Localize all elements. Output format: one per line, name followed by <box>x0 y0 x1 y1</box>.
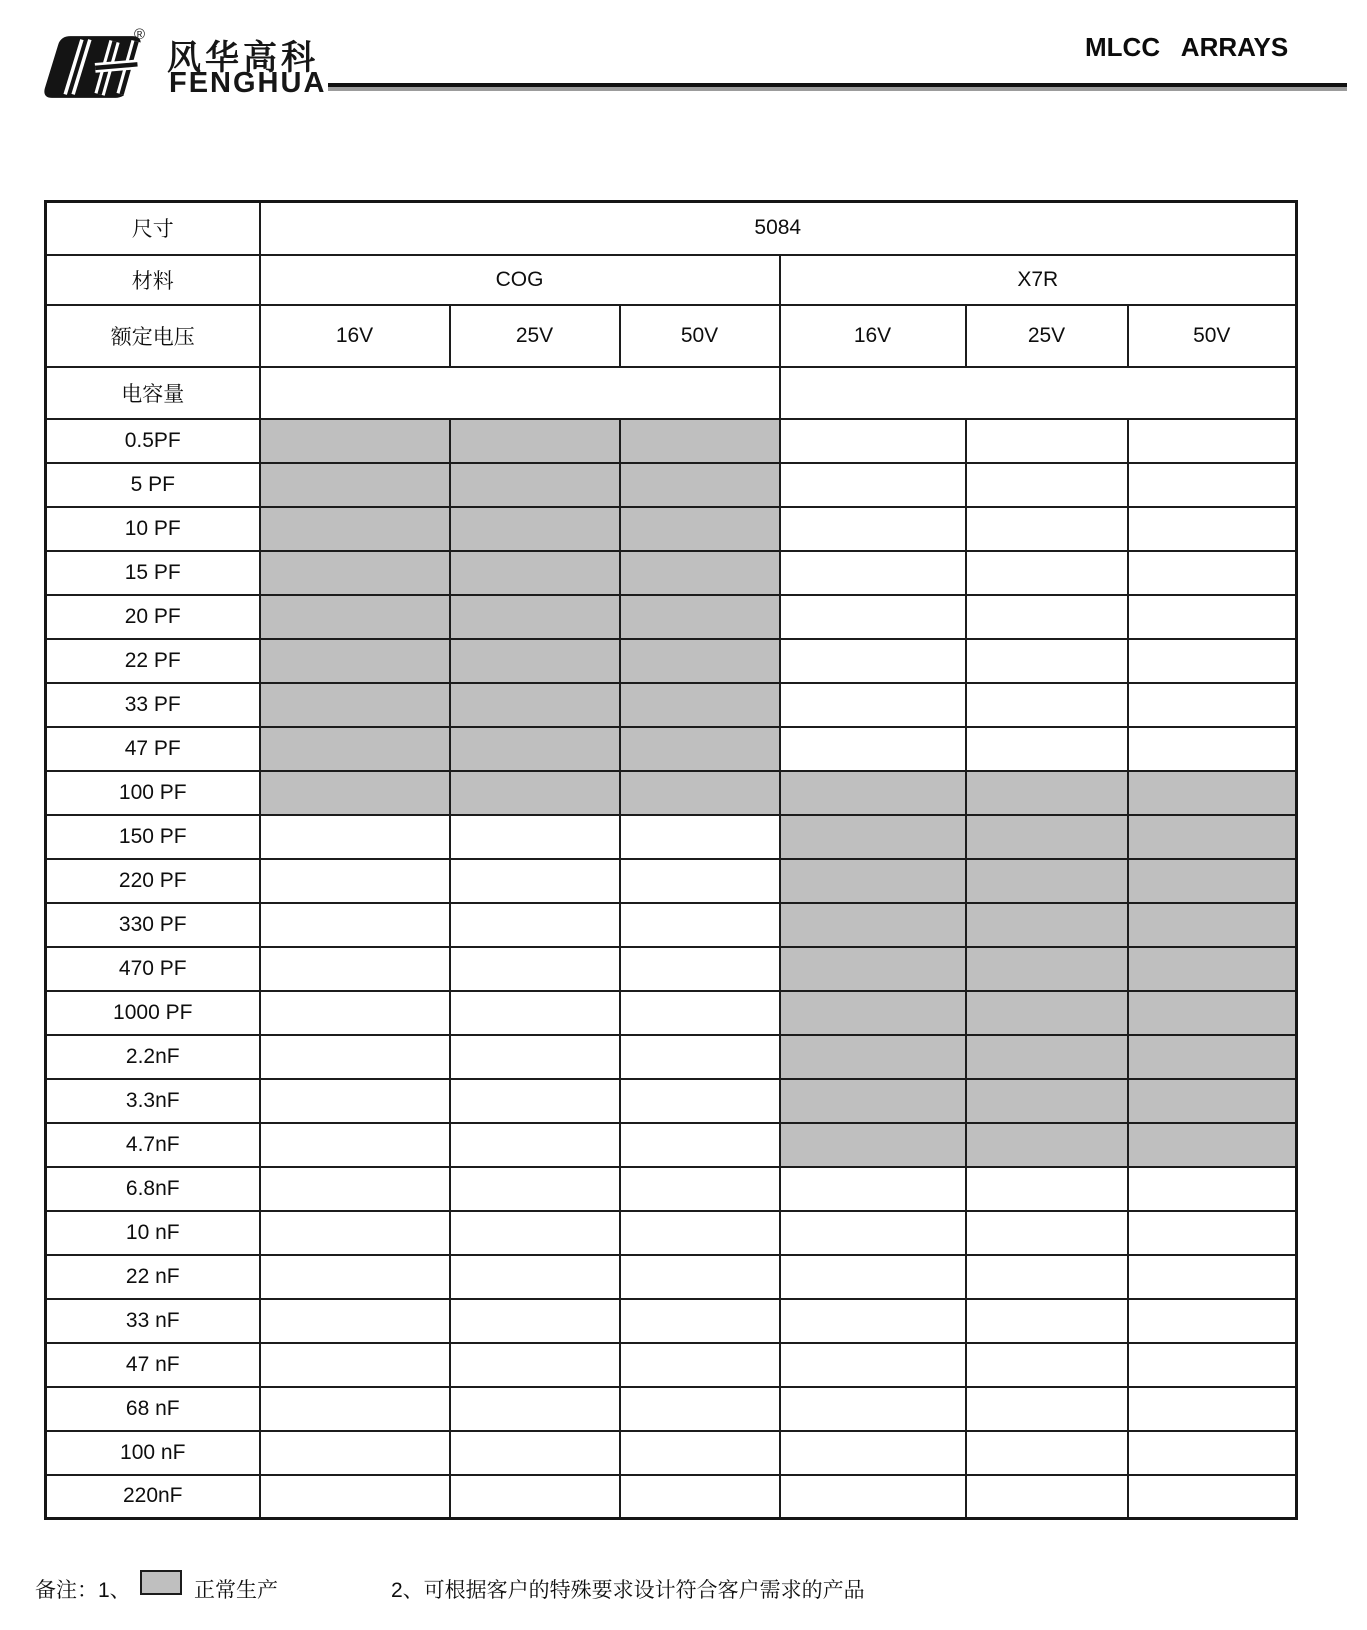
voltage-cell: 16V <box>260 305 450 367</box>
availability-cell-empty <box>620 991 780 1035</box>
availability-cell-empty <box>260 1343 450 1387</box>
voltage-cell: 50V <box>1128 305 1297 367</box>
availability-cell-empty <box>620 903 780 947</box>
availability-cell-producing <box>1128 947 1297 991</box>
availability-cell-empty <box>966 1387 1128 1431</box>
availability-cell-producing <box>260 419 450 463</box>
capacitance-row <box>46 1123 1297 1167</box>
availability-cell-producing <box>620 683 780 727</box>
availability-cell-producing <box>966 947 1128 991</box>
availability-cell-empty <box>1128 639 1297 683</box>
availability-cell-empty <box>450 947 620 991</box>
fenghua-logo-icon <box>44 34 141 100</box>
availability-cell-empty <box>780 683 966 727</box>
availability-cell-producing <box>450 551 620 595</box>
voltage-row-label: 额定电压 <box>46 305 260 367</box>
availability-cell-producing <box>1128 859 1297 903</box>
capacitance-row-label: 33 nF <box>46 1299 260 1343</box>
availability-cell-empty <box>620 1299 780 1343</box>
availability-cell-empty <box>260 1035 450 1079</box>
availability-cell-empty <box>450 1123 620 1167</box>
availability-cell-producing <box>260 551 450 595</box>
capacitance-row <box>46 1387 1297 1431</box>
availability-cell-empty <box>260 859 450 903</box>
availability-cell-producing <box>780 859 966 903</box>
availability-cell-empty <box>780 463 966 507</box>
availability-cell-empty <box>1128 683 1297 727</box>
capacitance-row-label: 1000 PF <box>46 991 260 1035</box>
availability-cell-empty <box>1128 1211 1297 1255</box>
capacitance-row-label: 100 nF <box>46 1431 260 1475</box>
availability-cell-empty <box>1128 1431 1297 1475</box>
capacitance-header-row <box>46 367 1297 419</box>
voltage-cell: 16V <box>780 305 966 367</box>
capacitance-row-label: 330 PF <box>46 903 260 947</box>
availability-cell-producing <box>966 1123 1128 1167</box>
voltage-cell: 25V <box>966 305 1128 367</box>
availability-cell-empty <box>1128 1387 1297 1431</box>
size-value-cell: 5084 <box>260 202 1297 255</box>
availability-cell-empty <box>450 859 620 903</box>
brand-name-english: FENGHUA <box>169 67 327 99</box>
availability-cell-empty <box>1128 1167 1297 1211</box>
capacitance-row <box>46 859 1297 903</box>
capacitance-row <box>46 639 1297 683</box>
availability-cell-producing <box>1128 815 1297 859</box>
availability-cell-producing <box>1128 991 1297 1035</box>
availability-cell-producing <box>620 419 780 463</box>
capacitance-row-label: 47 nF <box>46 1343 260 1387</box>
availability-cell-producing <box>966 859 1128 903</box>
availability-cell-empty <box>450 1035 620 1079</box>
capacitance-row <box>46 903 1297 947</box>
capacitance-row <box>46 1299 1297 1343</box>
availability-cell-empty <box>966 507 1128 551</box>
availability-cell-empty <box>260 1255 450 1299</box>
availability-cell-empty <box>450 1167 620 1211</box>
availability-cell-producing <box>450 771 620 815</box>
capacitance-row <box>46 771 1297 815</box>
capacitance-row <box>46 815 1297 859</box>
availability-cell-empty <box>450 1387 620 1431</box>
capacitance-row-label: 20 PF <box>46 595 260 639</box>
capacitance-row <box>46 1079 1297 1123</box>
capacitance-row-label: 2.2nF <box>46 1035 260 1079</box>
availability-cell-producing <box>1128 1123 1297 1167</box>
availability-cell-producing <box>450 419 620 463</box>
availability-cell-producing <box>780 771 966 815</box>
availability-cell-producing <box>1128 1035 1297 1079</box>
availability-cell-producing <box>260 507 450 551</box>
capacitance-row-label: 150 PF <box>46 815 260 859</box>
capacitance-row-label: 47 PF <box>46 727 260 771</box>
availability-cell-producing <box>450 463 620 507</box>
capacitance-row <box>46 1167 1297 1211</box>
capacitance-row <box>46 595 1297 639</box>
availability-cell-empty <box>1128 551 1297 595</box>
availability-cell-producing <box>450 727 620 771</box>
availability-cell-producing <box>260 683 450 727</box>
availability-cell-producing <box>780 1123 966 1167</box>
availability-cell-empty <box>966 1343 1128 1387</box>
availability-cell-empty <box>780 1167 966 1211</box>
availability-cell-empty <box>620 1387 780 1431</box>
availability-cell-empty <box>1128 507 1297 551</box>
capacitance-row-label: 68 nF <box>46 1387 260 1431</box>
size-row <box>46 202 1297 255</box>
empty-cell <box>260 367 780 419</box>
availability-cell-empty <box>780 639 966 683</box>
availability-cell-empty <box>450 1299 620 1343</box>
capacitance-row-label: 5 PF <box>46 463 260 507</box>
page-title: MLCC ARRAYS <box>1085 32 1289 62</box>
availability-cell-empty <box>620 1431 780 1475</box>
availability-cell-empty <box>260 1431 450 1475</box>
availability-cell-producing <box>1128 903 1297 947</box>
availability-cell-empty <box>260 1475 450 1519</box>
availability-cell-producing <box>1128 1079 1297 1123</box>
capacitance-row <box>46 991 1297 1035</box>
availability-cell-producing <box>450 683 620 727</box>
capacitance-row <box>46 1211 1297 1255</box>
availability-cell-producing <box>450 507 620 551</box>
availability-cell-empty <box>966 727 1128 771</box>
availability-cell-producing <box>780 1035 966 1079</box>
availability-cell-empty <box>260 1123 450 1167</box>
brand-name-chinese: 风华高科 <box>167 39 319 77</box>
availability-cell-empty <box>966 1475 1128 1519</box>
capacitance-row <box>46 1475 1297 1519</box>
availability-cell-empty <box>966 1255 1128 1299</box>
capacitance-row-label: 220nF <box>46 1475 260 1519</box>
availability-cell-empty <box>780 1299 966 1343</box>
availability-cell-empty <box>450 991 620 1035</box>
availability-cell-producing <box>620 771 780 815</box>
availability-cell-producing <box>780 991 966 1035</box>
availability-cell-empty <box>260 1387 450 1431</box>
availability-cell-producing <box>260 727 450 771</box>
availability-cell-empty <box>1128 727 1297 771</box>
availability-cell-producing <box>620 639 780 683</box>
availability-cell-empty <box>620 1167 780 1211</box>
capacitance-row <box>46 683 1297 727</box>
availability-cell-producing <box>780 903 966 947</box>
legend-swatch <box>140 1570 182 1595</box>
availability-cell-empty <box>966 1431 1128 1475</box>
availability-cell-empty <box>780 1387 966 1431</box>
availability-cell-empty <box>620 1035 780 1079</box>
availability-cell-empty <box>260 1211 450 1255</box>
capacitance-row-label: 33 PF <box>46 683 260 727</box>
availability-cell-producing <box>966 1035 1128 1079</box>
voltage-row <box>46 305 1297 367</box>
availability-cell-empty <box>1128 419 1297 463</box>
capacitance-row-label: 6.8nF <box>46 1167 260 1211</box>
availability-cell-empty <box>260 1299 450 1343</box>
availability-cell-empty <box>1128 1299 1297 1343</box>
header-rule <box>328 83 1347 91</box>
availability-cell-producing <box>260 639 450 683</box>
availability-cell-empty <box>780 727 966 771</box>
capacitance-row-label: 3.3nF <box>46 1079 260 1123</box>
availability-cell-empty <box>966 463 1128 507</box>
capacitance-row-label: 10 nF <box>46 1211 260 1255</box>
capacitance-row-label: 22 nF <box>46 1255 260 1299</box>
material-x7r-cell: X7R <box>780 255 1297 305</box>
legend-label: 正常生产 <box>194 1579 278 1602</box>
footnote-prefix: 备注：1、 <box>35 1579 131 1602</box>
capacitance-row <box>46 1343 1297 1387</box>
capacitance-row-label: 22 PF <box>46 639 260 683</box>
capacitance-row-label: 电容量 <box>46 367 260 419</box>
availability-cell-producing <box>620 595 780 639</box>
availability-cell-producing <box>966 1079 1128 1123</box>
capacitance-row <box>46 551 1297 595</box>
capacitance-row-label: 4.7nF <box>46 1123 260 1167</box>
availability-cell-producing <box>780 947 966 991</box>
capacitance-row <box>46 1035 1297 1079</box>
availability-cell-producing <box>260 595 450 639</box>
availability-cell-empty <box>260 815 450 859</box>
availability-cell-empty <box>620 947 780 991</box>
voltage-cell: 50V <box>620 305 780 367</box>
availability-cell-producing <box>620 727 780 771</box>
availability-cell-empty <box>450 903 620 947</box>
availability-cell-empty <box>260 991 450 1035</box>
footnote-note2: 2、可根据客户的特殊要求设计符合客户需求的产品 <box>391 1579 865 1602</box>
availability-cell-empty <box>620 1343 780 1387</box>
availability-cell-producing <box>780 815 966 859</box>
availability-cell-empty <box>620 1123 780 1167</box>
availability-cell-empty <box>966 639 1128 683</box>
availability-cell-empty <box>620 1211 780 1255</box>
availability-cell-empty <box>620 815 780 859</box>
capacitance-row-label: 15 PF <box>46 551 260 595</box>
availability-cell-empty <box>966 1167 1128 1211</box>
availability-cell-empty <box>260 947 450 991</box>
capacitance-row <box>46 507 1297 551</box>
material-row <box>46 255 1297 305</box>
availability-cell-empty <box>966 683 1128 727</box>
availability-cell-empty <box>780 419 966 463</box>
voltage-cell: 25V <box>450 305 620 367</box>
registered-trademark-mark: ® <box>134 26 146 43</box>
capacitance-row-label: 10 PF <box>46 507 260 551</box>
material-cog-cell: COG <box>260 255 780 305</box>
availability-cell-producing <box>620 551 780 595</box>
availability-cell-empty <box>966 1299 1128 1343</box>
availability-cell-empty <box>620 859 780 903</box>
capacitance-row <box>46 463 1297 507</box>
availability-cell-empty <box>1128 1255 1297 1299</box>
availability-cell-empty <box>260 903 450 947</box>
availability-cell-producing <box>260 463 450 507</box>
capacitance-row <box>46 419 1297 463</box>
availability-cell-empty <box>780 1475 966 1519</box>
availability-cell-producing <box>260 771 450 815</box>
availability-cell-empty <box>1128 595 1297 639</box>
size-row-label: 尺寸 <box>46 202 260 255</box>
availability-cell-empty <box>620 1475 780 1519</box>
capacitance-row-label: 220 PF <box>46 859 260 903</box>
availability-cell-producing <box>966 991 1128 1035</box>
availability-cell-producing <box>450 595 620 639</box>
availability-cell-empty <box>260 1079 450 1123</box>
capacitance-row-label: 0.5PF <box>46 419 260 463</box>
availability-cell-empty <box>780 1211 966 1255</box>
availability-cell-empty <box>1128 1475 1297 1519</box>
availability-cell-empty <box>966 1211 1128 1255</box>
availability-cell-producing <box>1128 771 1297 815</box>
capacitance-row-label: 470 PF <box>46 947 260 991</box>
availability-cell-empty <box>620 1079 780 1123</box>
availability-cell-empty <box>780 507 966 551</box>
availability-cell-empty <box>1128 1343 1297 1387</box>
availability-cell-producing <box>966 815 1128 859</box>
availability-cell-empty <box>780 1431 966 1475</box>
availability-cell-empty <box>780 1343 966 1387</box>
availability-cell-producing <box>620 463 780 507</box>
capacitance-row <box>46 727 1297 771</box>
availability-cell-empty <box>1128 463 1297 507</box>
empty-cell <box>780 367 1297 419</box>
availability-cell-empty <box>260 1167 450 1211</box>
capacitance-row <box>46 947 1297 991</box>
availability-cell-empty <box>450 815 620 859</box>
availability-cell-empty <box>450 1343 620 1387</box>
availability-cell-producing <box>450 639 620 683</box>
capacitance-row-label: 100 PF <box>46 771 260 815</box>
footnote <box>0 1568 1367 1608</box>
availability-cell-empty <box>966 551 1128 595</box>
availability-cell-empty <box>450 1211 620 1255</box>
availability-cell-empty <box>450 1079 620 1123</box>
availability-cell-empty <box>450 1431 620 1475</box>
availability-cell-empty <box>966 595 1128 639</box>
availability-cell-empty <box>780 551 966 595</box>
capacitance-row <box>46 1255 1297 1299</box>
availability-cell-empty <box>450 1255 620 1299</box>
availability-cell-empty <box>780 1255 966 1299</box>
availability-cell-empty <box>450 1475 620 1519</box>
availability-cell-producing <box>966 771 1128 815</box>
availability-cell-empty <box>780 595 966 639</box>
availability-cell-producing <box>780 1079 966 1123</box>
product-availability-table <box>44 200 1298 1520</box>
availability-cell-producing <box>966 903 1128 947</box>
availability-cell-producing <box>620 507 780 551</box>
availability-cell-empty <box>966 419 1128 463</box>
material-row-label: 材料 <box>46 255 260 305</box>
availability-cell-empty <box>620 1255 780 1299</box>
capacitance-row <box>46 1431 1297 1475</box>
